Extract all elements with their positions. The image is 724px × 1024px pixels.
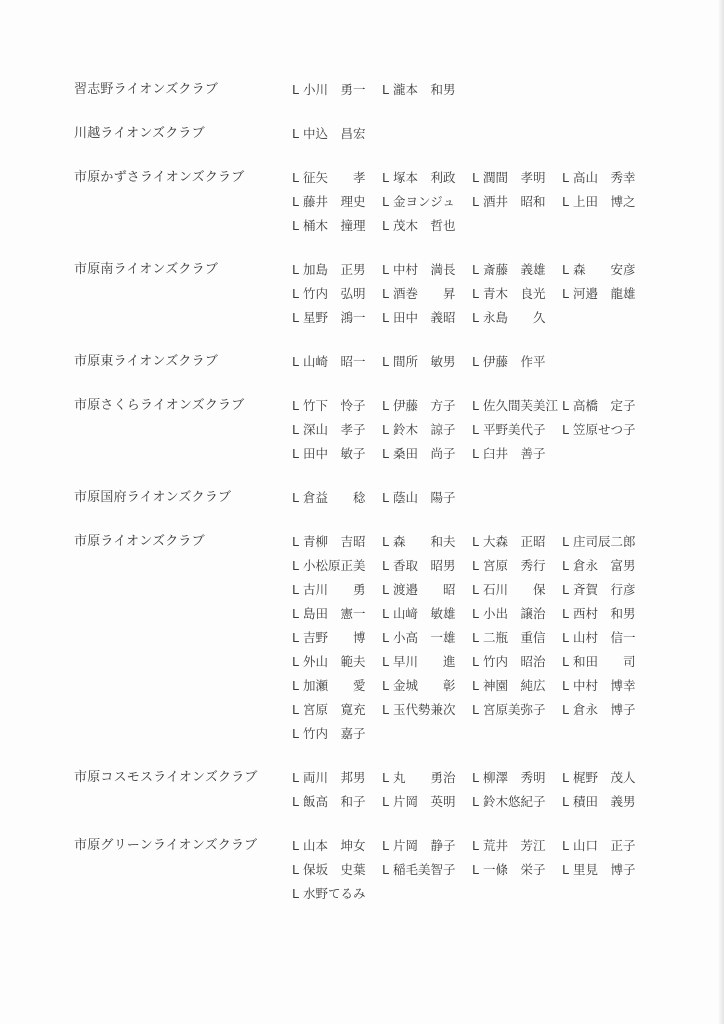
club-name: 市原さくらライオンズクラブ: [74, 398, 245, 413]
member-name: L 宮原美弥子: [472, 702, 546, 717]
club-name: 市原コスモスライオンズクラブ: [74, 770, 258, 785]
member-list: [292, 350, 652, 374]
club-block: [0, 78, 724, 102]
member-name: L 桑田 尚子: [382, 446, 456, 461]
member-name: L 酒井 昭和: [472, 194, 546, 209]
member-name: L 中込 昌宏: [292, 126, 366, 141]
member-name: L 柳澤 秀明: [472, 770, 546, 785]
member-name: L 早川 進: [382, 654, 456, 669]
member-name: L 庄司辰二郎: [562, 534, 636, 549]
member-name: L 外山 範夫: [292, 654, 366, 669]
member-name: L 香取 昭男: [382, 558, 456, 573]
member-name: L 倉益 稔: [292, 490, 366, 505]
member-name: L 潤間 孝明: [472, 170, 546, 185]
member-name: L 田中 義昭: [382, 310, 456, 325]
club-block: [0, 350, 724, 374]
member-name: L 石川 保: [472, 582, 546, 597]
club-block: [0, 122, 724, 146]
member-name: L 小川 勇一: [292, 82, 366, 97]
club-block: [0, 834, 724, 906]
member-name: L 山﨑 敏雄: [382, 606, 456, 621]
member-list: [292, 394, 652, 466]
club-block: [0, 486, 724, 510]
member-name: L 古川 勇: [292, 582, 366, 597]
member-name: L 深山 孝子: [292, 422, 366, 437]
member-name: L 竹下 怜子: [292, 398, 366, 413]
member-list: [292, 486, 652, 510]
member-name: L 梶野 茂人: [562, 770, 636, 785]
club-name: 市原東ライオンズクラブ: [74, 354, 219, 369]
club-name: 市原ライオンズクラブ: [74, 534, 205, 549]
member-name: L 一條 栄子: [472, 862, 546, 877]
member-name: L 稲毛美智子: [382, 862, 456, 877]
member-name: L 丸 勇治: [382, 770, 456, 785]
club-block: [0, 394, 724, 466]
member-name: L 山口 正子: [562, 838, 636, 853]
member-name: L 加瀬 愛: [292, 678, 366, 693]
member-name: L 山本 坤女: [292, 838, 366, 853]
member-name: L 高山 秀幸: [562, 170, 636, 185]
member-name: L 片岡 英明: [382, 794, 456, 809]
member-name: L 酒巻 昇: [382, 286, 456, 301]
member-name: L 宮原 寛充: [292, 702, 366, 717]
member-name: L 青木 良光: [472, 286, 546, 301]
member-name: L 山崎 昭一: [292, 354, 366, 369]
member-name: L 征矢 孝: [292, 170, 366, 185]
member-name: L 神園 純広: [472, 678, 546, 693]
member-name: L 瀧本 和男: [382, 82, 456, 97]
member-name: L 荒井 芳江: [472, 838, 546, 853]
member-name: L 小出 譲治: [472, 606, 546, 621]
member-name: L 小松原正美: [292, 558, 366, 573]
member-name: L 倉永 富男: [562, 558, 636, 573]
member-name: L 二瓶 重信: [472, 630, 546, 645]
member-name: L 平野美代子: [472, 422, 546, 437]
member-name: L 西村 和男: [562, 606, 636, 621]
member-name: L 笠原せつ子: [562, 422, 636, 437]
club-name: 市原グリーンライオンズクラブ: [74, 838, 258, 853]
member-name: L 永島 久: [472, 310, 546, 325]
member-name: L 両川 邦男: [292, 770, 366, 785]
member-list: [292, 166, 652, 238]
member-name: L 青柳 吉昭: [292, 534, 366, 549]
member-name: L 片岡 静子: [382, 838, 456, 853]
member-name: L 保坂 史葉: [292, 862, 366, 877]
member-name: L 臼井 善子: [472, 446, 546, 461]
member-list: [292, 530, 652, 746]
member-name: L 島田 憲一: [292, 606, 366, 621]
member-name: L 蔭山 陽子: [382, 490, 456, 505]
member-list: [292, 122, 652, 146]
member-name: L 間所 敏男: [382, 354, 456, 369]
member-name: L 鈴木悠紀子: [472, 794, 546, 809]
member-list: [292, 766, 652, 814]
member-name: L 伊藤 方子: [382, 398, 456, 413]
member-name: L 上田 博之: [562, 194, 636, 209]
member-list: [292, 78, 652, 102]
member-name: L 森 和夫: [382, 534, 456, 549]
member-name: L 吉野 博: [292, 630, 366, 645]
member-name: L 河邉 龍雄: [562, 286, 636, 301]
member-name: L 竹内 弘明: [292, 286, 366, 301]
member-name: L 伊藤 作平: [472, 354, 546, 369]
member-name: L 塚本 利政: [382, 170, 456, 185]
club-block: [0, 166, 724, 238]
member-list: [292, 834, 652, 906]
member-name: L 竹内 嘉子: [292, 726, 366, 741]
member-name: L 金ヨンジュ: [382, 194, 455, 209]
member-name: L 鈴木 諒子: [382, 422, 456, 437]
club-list: [0, 78, 724, 926]
member-name: L 和田 司: [562, 654, 636, 669]
member-name: L 金城 彰: [382, 678, 456, 693]
member-name: L 森 安彦: [562, 262, 636, 277]
member-name: L 里見 博子: [562, 862, 636, 877]
member-name: L 加島 正男: [292, 262, 366, 277]
member-name: L 斉賀 行彦: [562, 582, 636, 597]
member-name: L 星野 鴻一: [292, 310, 366, 325]
club-block: [0, 766, 724, 814]
club-name: 市原国府ライオンズクラブ: [74, 490, 232, 505]
member-name: L 茂木 哲也: [382, 218, 456, 233]
member-name: L 佐久間芙美江: [472, 398, 558, 413]
member-name: L 倉永 博子: [562, 702, 636, 717]
member-list: [292, 258, 652, 330]
member-name: L 宮原 秀行: [472, 558, 546, 573]
club-name: 市原かずさライオンズクラブ: [74, 170, 245, 185]
member-name: L 玉代勢兼次: [382, 702, 456, 717]
club-block: [0, 530, 724, 746]
member-name: L 中村 満長: [382, 262, 456, 277]
club-block: [0, 258, 724, 330]
member-name: L 斎藤 義雄: [472, 262, 546, 277]
member-name: L 山村 信一: [562, 630, 636, 645]
member-name: L 桶木 撞理: [292, 218, 366, 233]
member-name: L 渡邉 昭: [382, 582, 456, 597]
member-name: L 水野てるみ: [292, 886, 366, 901]
member-name: L 大森 正昭: [472, 534, 546, 549]
member-name: L 積田 義男: [562, 794, 636, 809]
member-name: L 田中 敏子: [292, 446, 366, 461]
member-name: L 藤井 理史: [292, 194, 366, 209]
member-name: L 小高 一雄: [382, 630, 456, 645]
club-name: 習志野ライオンズクラブ: [74, 82, 219, 97]
member-name: L 飯高 和子: [292, 794, 366, 809]
member-name: L 中村 博幸: [562, 678, 636, 693]
club-name: 市原南ライオンズクラブ: [74, 262, 219, 277]
member-name: L 高橋 定子: [562, 398, 636, 413]
member-name: L 竹内 昭治: [472, 654, 546, 669]
club-name: 川越ライオンズクラブ: [74, 126, 205, 141]
